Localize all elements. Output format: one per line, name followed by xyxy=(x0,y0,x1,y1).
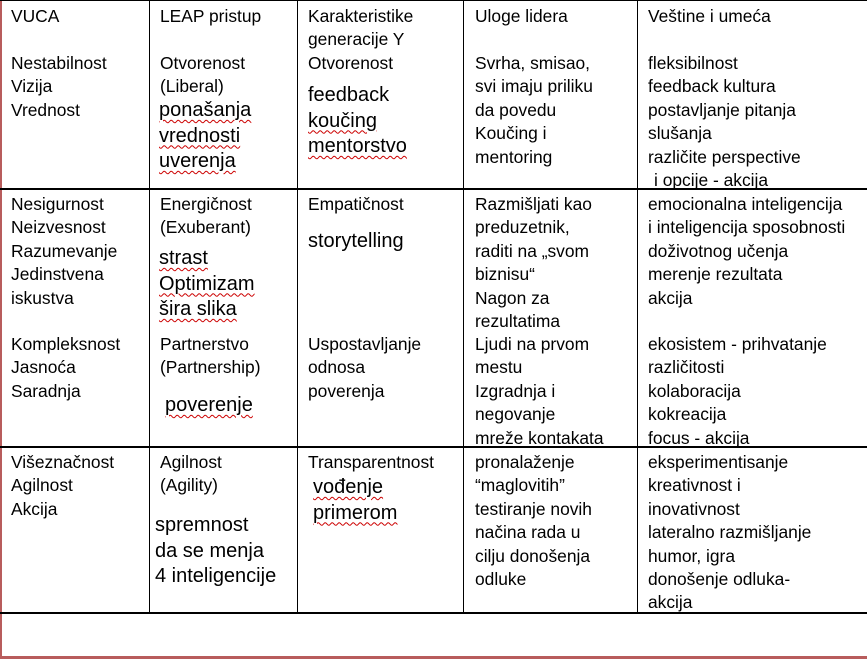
row1-leap: Otvorenost (Liberal) xyxy=(160,53,246,97)
header-generacija: Karakteristike generacije Y xyxy=(308,6,414,50)
header-vestine: Veštine i umeća xyxy=(648,6,771,26)
col-divider-4 xyxy=(637,0,638,613)
row1-vuca: Nestabilnost Vizija Vrednost xyxy=(11,53,107,120)
row2-vestine-a: emocionalna inteligencija i inteligencija sposobnosti doživotnog učenja merenje rezultata akcija xyxy=(648,194,846,308)
row3-generacija: Transparentnost xyxy=(308,452,434,472)
row3-uloge: pronalaženje “maglovitih” testiranje novih načina rada u cilju donošenja odluke xyxy=(475,452,592,589)
row2-vuca-a: Nesigurnost Neizvesnost Razumevanje Jedinstvena iskustva xyxy=(11,194,118,308)
row1-vestine: fleksibilnost feedback kultura postavljanje pitanja slušanja različite perspective i opcije - akcija xyxy=(648,53,801,190)
table-top-border xyxy=(0,0,867,1)
row1-generacija-notes: feedback koučing mentorstvo xyxy=(308,84,407,157)
header-vuca: VUCA xyxy=(11,6,60,26)
row2-vestine-b: ekosistem - prihvatanje različitosti kolaboracija kokreacija focus - akcija xyxy=(648,334,827,448)
header-uloge: Uloge lidera xyxy=(475,6,568,26)
row2-leap-a: Energičnost (Exuberant) xyxy=(160,194,252,238)
col-divider-1 xyxy=(149,0,150,613)
col-divider-2 xyxy=(297,0,298,613)
row2-generacija-b: Uspostavljanje odnosa poverenja xyxy=(308,334,422,401)
col-divider-3 xyxy=(463,0,464,613)
row2-uloge-b: Ljudi na prvom mestu Izgradnja i negovanje mreže kontakata xyxy=(475,334,604,448)
row3-vestine: eksperimentisanje kreativnost i inovativnost lateralno razmišljanje humor, igra donošenje odluka- akcija xyxy=(648,452,812,613)
header-leap: LEAP pristup xyxy=(160,6,262,26)
row2-generacija-a: Empatičnost xyxy=(308,194,404,214)
row1-uloge: Svrha, smisao, svi imaju priliku da povedu Koučing i mentoring xyxy=(475,53,593,167)
row1-leap-notes: ponašanja vrednosti uverenja xyxy=(159,99,252,172)
row3-generacija-notes: vođenje primerom xyxy=(313,476,398,524)
row3-leap-notes: spremnost da se menja 4 inteligencije xyxy=(155,514,277,587)
row2-vuca-b: Kompleksnost Jasnoća Saradnja xyxy=(11,334,121,401)
row2-uloge-a: Razmišljati kao preduzetnik, raditi na „svom biznisu“ Nagon za rezultatima xyxy=(475,194,592,331)
row2-leap-b: Partnerstvo (Partnership) xyxy=(160,334,261,378)
row2-generacija-a-notes: storytelling xyxy=(308,230,404,252)
row3-vuca: Višeznačnost Agilnost Akcija xyxy=(11,452,115,519)
row3-leap: Agilnost (Agility) xyxy=(160,452,222,496)
row2-leap-a-notes: strast Optimizam šira slika xyxy=(159,247,255,320)
row1-generacija: Otvorenost xyxy=(308,53,394,73)
row2-leap-b-notes: poverenje xyxy=(165,394,253,416)
